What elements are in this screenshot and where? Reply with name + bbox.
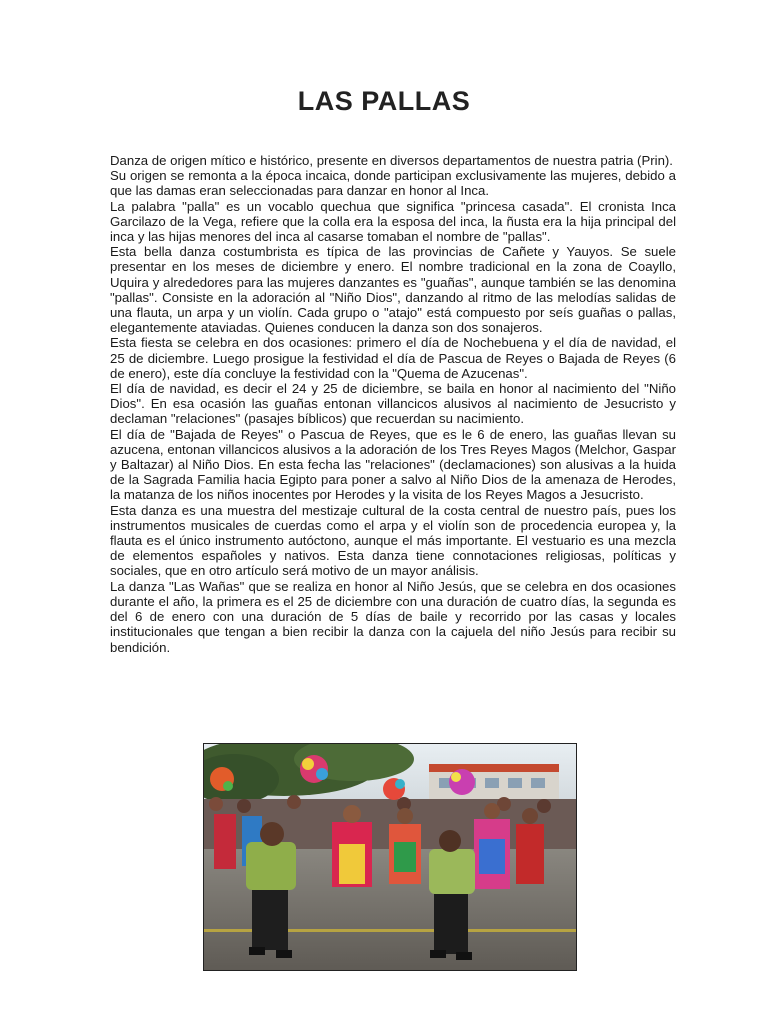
- paragraph: Su origen se remonta a la época incaica, donde participan exclusivamente las mujeres, debido a que las damas eran seleccionadas para danzar en honor al Inca.: [110, 168, 676, 199]
- paragraph: Danza de origen mítico e histórico, presente en diversos departamentos de nuestra patria (Prin).: [110, 153, 673, 168]
- paragraph: El día de navidad, es decir el 24 y 25 de diciembre, se baila en honor al nacimiento del "Niño Dios". En esa ocasión las guañas entonan villancicos alusivos al nacimiento de Jesucristo y declaman "relaciones" (pasajes bíblicos) que recuerdan su nacimiento.: [110, 381, 676, 427]
- paragraph: Esta bella danza costumbrista es típica de las provincias de Cañete y Yauyos. Se suele presentar en los meses de diciembre y enero. El nombre tradicional en la zona de Coayllo, Uquira y alrededores para las mujeres danzantes es "guañas", aunque también se las denomina "pallas". Consiste en la adoración al "Niño Dios", danzando al ritmo de las melodías salidas de una flauta, un arpa y un violín. Cada grupo o "atajo" está compuesto por seís guañas o pallas, elegantemente ataviadas. Quienes conducen la danza son dos sonajeros.: [110, 244, 676, 336]
- dance-photo-illustration: [204, 744, 576, 970]
- paragraph: Esta fiesta se celebra en dos ocasiones: primero el día de Nochebuena y el día de navidad, el 25 de diciembre. Luego prosigue la festividad el día de Pascua de Reyes o Bajada de Reyes (6 de enero), este día concluye la festividad con la "Quema de Azucenas".: [110, 335, 676, 381]
- paragraph: La palabra "palla" es un vocablo quechua que significa "princesa casada". El cronista Inca Garcilazo de la Vega, refiere que la colla era la esposa del inca, la ñusta era la hija principal del inca y las hijas menores del inca al casarse tomaban el nombre de "pallas".: [110, 198, 676, 245]
- document-body: [110, 153, 676, 655]
- document-title: LAS PALLAS: [297, 86, 471, 116]
- dance-photo: [203, 743, 577, 971]
- paragraph: La danza "Las Wañas" que se realiza en honor al Niño Jesús, que se celebra en dos ocasiones durante el año, la primera es el 25 de diciembre con una duración de cuatro días, la segunda es del 6 de enero con una duración de 5 días de baile y recorrido por las casas y locales institucionales que tengan a bien recibir la danza con la cajuela del niño Jesús para recibir su bendición.: [110, 578, 676, 655]
- paragraph: Esta danza es una muestra del mestizaje cultural de la costa central de nuestro país, pues los instrumentos musicales de cuerdas como el arpa y el violín son de procedencia europea y, la flauta es el único instrumento autóctono, aunque el más importante. El vestuario es una mezcla de elementos españoles y nativos. Esta danza tiene connotaciones religiosas, políticas y sociales, que en otro artículo será motivo de un mayor análisis.: [110, 502, 676, 579]
- paragraph: El día de "Bajada de Reyes" o Pascua de Reyes, que es le 6 de enero, las guañas llevan su azucena, entonan villancicos alusivos a la adoración de los Tres Reyes Magos (Melchor, Gaspar y Baltazar) al Niño Dios. En esta fecha las "relaciones" (declamaciones) son alusivas a la huida de la Sagrada Familia hacia Egipto para poner a salvo al Niño Dios de la amenaza de Herodes, la matanza de los niños inocentes por Herodes y la visita de los Reyes Magos a Jesucristo.: [110, 426, 676, 503]
